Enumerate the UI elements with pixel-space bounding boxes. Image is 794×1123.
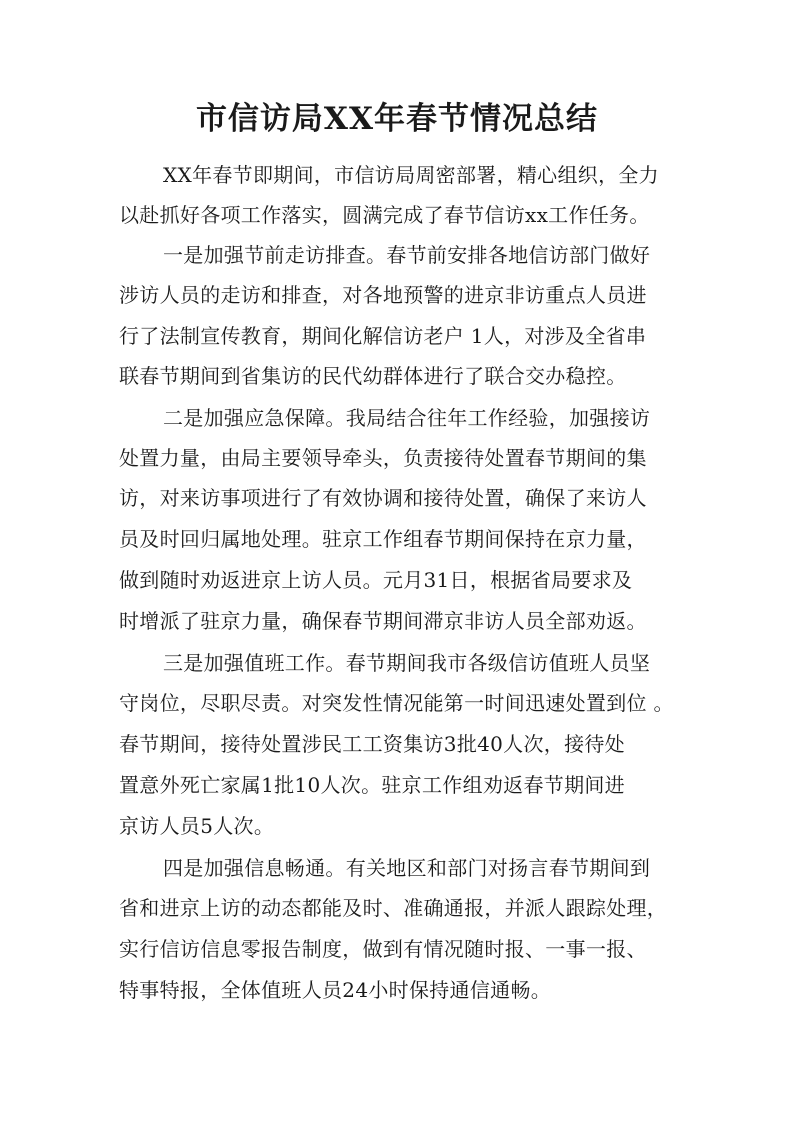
text-line: 处置力量，由局主要领导牵头，负责接待处置春节期间的集 xyxy=(119,446,647,470)
text-line: 二是加强应急保障。我局结合往年工作经验，加强接访 xyxy=(163,406,651,430)
text-line: 特事特报，全体值班人员24小时保持通信通畅。 xyxy=(119,978,552,1002)
text-line: 三是加强值班工作。春节期间我市各级信访值班人员坚 xyxy=(163,651,651,675)
text-line: XX年春节即期间，市信访局周密部署，精心组织，全力 xyxy=(163,163,659,187)
text-line: 以赴抓好各项工作落实，圆满完成了春节信访xx工作任务。 xyxy=(119,203,650,227)
document-title: 市信访局XX年春节情况总结 xyxy=(195,101,599,137)
text-line: 时增派了驻京力量，确保春节期间滞京非访人员全部劝返。 xyxy=(119,609,647,633)
text-line: 京访人员5人次。 xyxy=(119,814,275,838)
text-line: 一是加强节前走访排查。春节前安排各地信访部门做好 xyxy=(163,243,651,267)
text-line: 行了法制宣传教育，期间化解信访老户 1人，对涉及全省串 xyxy=(119,324,647,348)
text-line: 做到随时劝返进京上访人员。元月31日，根据省局要求及 xyxy=(119,568,633,592)
text-line: 员及时回归属地处理。驻京工作组春节期间保持在京力量， xyxy=(119,527,647,551)
text-line: 守岗位，尽职尽责。对突发性情况能第一时间迅速处置到位 。 xyxy=(119,691,674,715)
text-line: 涉访人员的走访和排查，对各地预警的进京非访重点人员进 xyxy=(119,283,647,307)
text-line: 访，对来访事项进行了有效协调和接待处置，确保了来访人 xyxy=(119,486,647,510)
text-line: 实行信访信息零报告制度，做到有情况随时报、一事一报、 xyxy=(119,937,647,961)
text-line: 四是加强信息畅通。有关地区和部门对扬言春节期间到 xyxy=(163,856,651,880)
text-line: 春节期间，接待处置涉民工工资集访3批40人次，接待处 xyxy=(119,732,625,756)
text-line: 省和进京上访的动态都能及时、准确通报，并派人跟踪处理， xyxy=(119,896,668,920)
text-line: 联春节期间到省集访的民代幼群体进行了联合交办稳控。 xyxy=(119,364,627,388)
text-line: 置意外死亡家属1批10人次。驻京工作组劝返春节期间进 xyxy=(119,773,625,797)
